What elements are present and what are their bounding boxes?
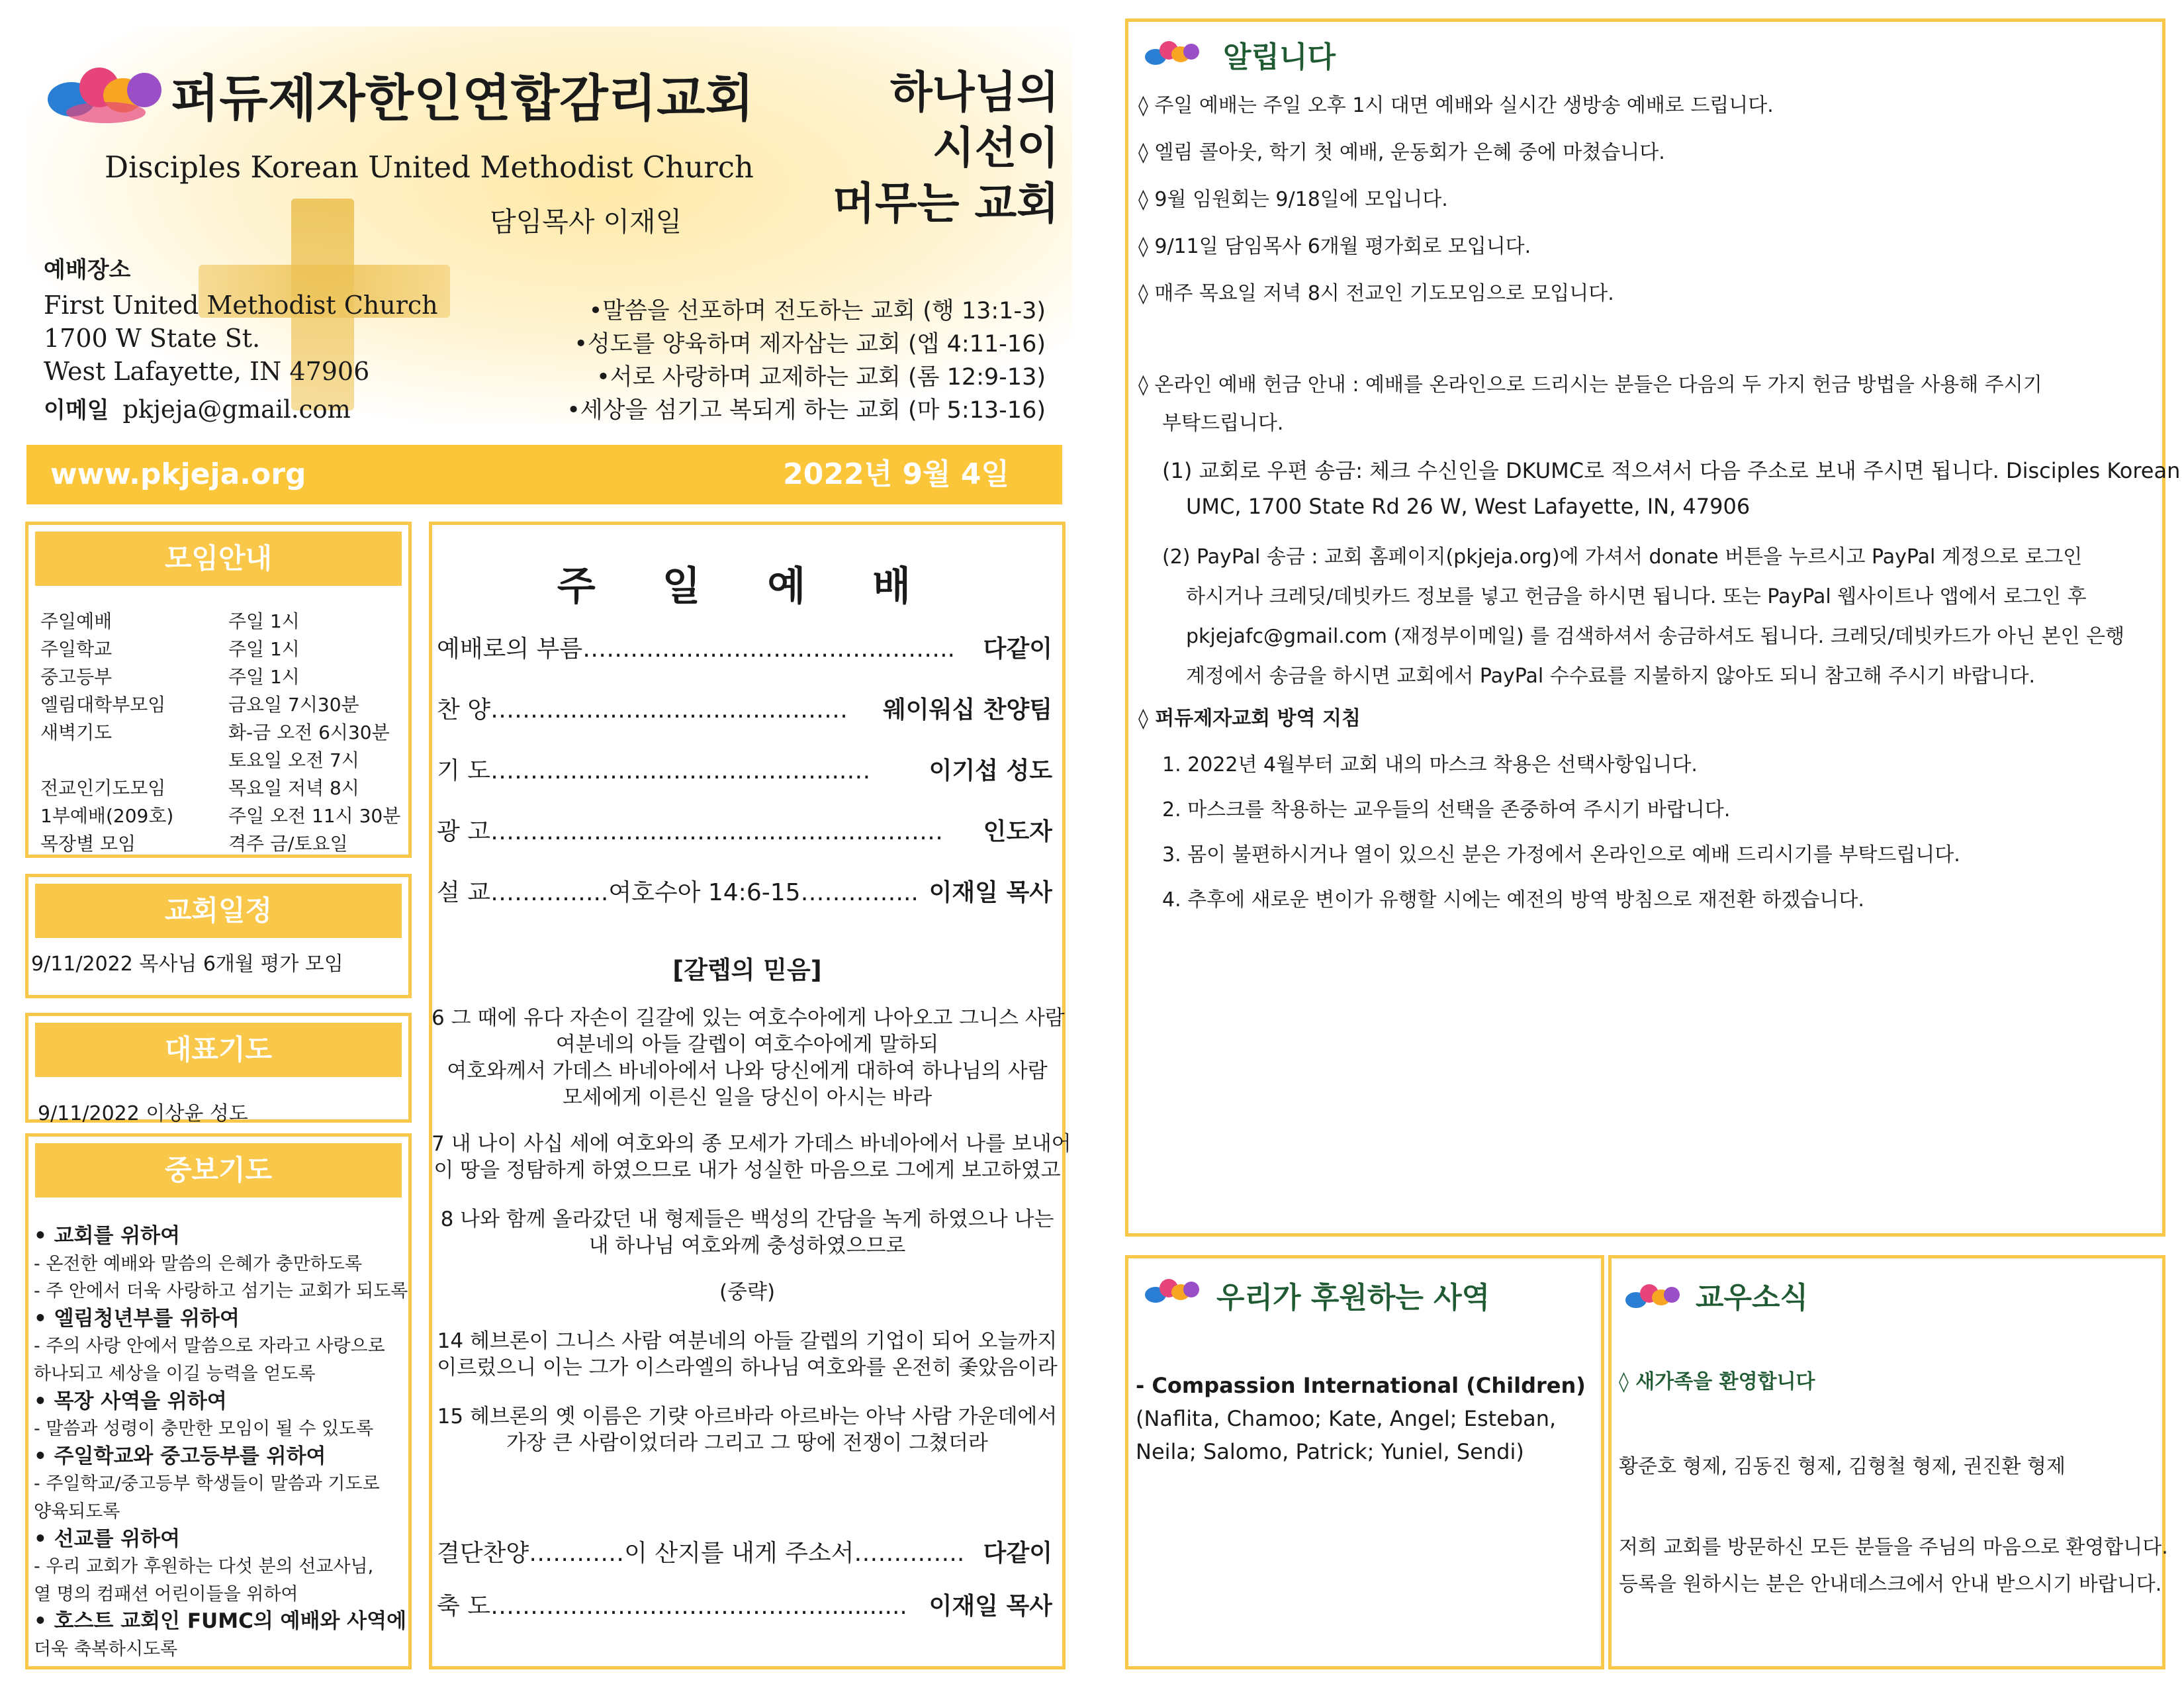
scripture-verse [432, 1206, 1063, 1259]
intercession-item: - 우리 교회가 후원하는 다섯 분의 선교사님, [34, 1556, 374, 1577]
intercession-item: • 선교를 위하여 [34, 1526, 181, 1551]
intercession-item: • 교회를 위하여 [34, 1224, 181, 1248]
scripture-line: 7 내 나이 사십 세에 여호와의 종 모세가 가데스 바네아에서 나를 보내어 [432, 1132, 1071, 1156]
meeting-row [40, 829, 408, 857]
worship-order-row [437, 691, 1052, 725]
scripture-verse [432, 1328, 1063, 1381]
worship-item-dots: ……………………………………… [490, 696, 848, 724]
worship-item-leader: 이재일 목사 [927, 874, 1052, 908]
worship-order-row [437, 1587, 1052, 1621]
announcements-title: 알립니다 [1223, 40, 1336, 74]
covid-guideline-item: 2. 마스크를 착용하는 교우들의 선택을 존중하여 주시기 바랍니다. [1162, 798, 1731, 821]
scripture-line: (중략) [719, 1280, 776, 1304]
worship-item-name: 설 교 [437, 879, 490, 906]
scripture-line: 모세에게 이른신 일을 당신이 아시는 바라 [562, 1086, 933, 1109]
worship-place-label: 예배장소 [44, 257, 131, 283]
announcement-item: ◊ 매주 목요일 저녁 8시 전교인 기도모임으로 모입니다. [1138, 282, 1614, 305]
new-members: 황준호 형제, 김동진 형제, 김형철 형제, 권진환 형제 [1619, 1455, 2066, 1478]
meeting-name: 1부예배(209호) [40, 805, 174, 827]
announcement-item: ◊ 9월 임원회는 9/18일에 모입니다. [1138, 188, 1448, 211]
scripture-line: 내 하나님 여호와께 충성하였으므로 [588, 1234, 906, 1258]
intercession-item: • 호스트 교회인 FUMC의 예배와 사역에 [34, 1609, 407, 1634]
scripture-line: 6 그 때에 유다 자손이 길갈에 있는 여호수아에게 나아오고 그니스 사람 [432, 1006, 1065, 1030]
worship-item-name: 기 도 [437, 757, 490, 784]
worship-item-leader: 이기섭 성도 [927, 752, 1052, 786]
intercession-item: - 말씀과 성령이 충만한 모임이 될 수 있도록 [34, 1419, 374, 1440]
intercession-item: • 주일학교와 중고등부를 위하여 [34, 1444, 326, 1468]
meeting-name: 새벽기도 [40, 722, 113, 743]
welcome-message: 저희 교회를 방문하신 모든 분들을 주님의 마음으로 환영합니다. 등록을 원하시는 분은 안내데스크에서 안내 받으시기 바랍니다. [1619, 1536, 2168, 1596]
meeting-row [40, 718, 408, 746]
meeting-row [40, 690, 408, 718]
scripture-line: 15 헤브론의 옛 이름은 기럇 아르바라 아르바는 아낙 사람 가운데에서 [437, 1405, 1058, 1429]
worship-item-leader: 다같이 [981, 1534, 1052, 1568]
church-name-korean: 퍼듀제자한인연합감리교회 [171, 69, 754, 128]
worship-item-dots: ……………………………………….. [582, 635, 955, 663]
scripture-line: 여호와께서 가데스 바네아에서 나와 당신에게 대하여 하나님의 사람 [447, 1059, 1048, 1083]
worship-item-name: 찬 양 [437, 696, 490, 724]
offering-line: 계정에서 송금을 하시면 교회에서 PayPal 수수료를 지불하지 않아도 되니 참고해 주시기 바랍니다. [1186, 665, 2036, 688]
scripture-line: 이 땅을 정탐하게 하였으므로 내가 성실한 마음으로 그에게 보고하였고 [433, 1158, 1061, 1182]
announcement-item: ◊ 9/11일 담임목사 6개월 평가회로 모입니다. [1138, 235, 1531, 258]
schedule-title: 교회일정 [35, 884, 402, 938]
address: First United Methodist Church 1700 W State St. West Lafayette, IN 47906 [44, 291, 438, 386]
worship-item-dots: …………이 산지를 내게 주소서………….. [529, 1540, 965, 1567]
meeting-time: 주일 1시 [228, 666, 300, 688]
intercession-item: 하나되고 세상을 이길 능력을 얻도록 [34, 1363, 316, 1384]
scripture-line: 이르렀으니 이는 그가 이스라엘의 하나님 여호와를 온전히 좇았음이라 [437, 1356, 1058, 1380]
offering-line: 하시거나 크레딧/데빗카드 정보를 넣고 헌금을 하시면 됩니다. 또는 PayPal 웹사이트나 앱에서 로그인 후 [1186, 585, 2087, 608]
covid-guideline-item: 3. 몸이 불편하시거나 열이 있으신 분은 가정에서 온라인으로 예배 드리시기를 부탁드립니다. [1162, 843, 1960, 867]
worship-item-leader: 이재일 목사 [927, 1587, 1052, 1621]
church-motto: 하나님의 시선이 머무는 교회 [833, 67, 1059, 229]
intercession-list [28, 1204, 408, 1664]
schedule-box [25, 874, 412, 998]
worship-order-row [437, 1534, 1052, 1568]
worship-item-dots: …………...여호수아 14:6-15…………... [490, 879, 919, 906]
offering-line: UMC, 1700 State Rd 26 W, West Lafayette, IN, 47906 [1186, 494, 1751, 519]
scripture-line: 14 헤브론이 그니스 사람 여분네의 아들 갈렙의 기업이 되어 오늘까지 [437, 1329, 1058, 1353]
intercession-item: 양육되도록 [34, 1501, 120, 1522]
meeting-time: 주일 1시 [228, 638, 300, 660]
intercession-item: 더욱 축복하시도록 [34, 1638, 178, 1660]
email-row: 이메일 pkjeja@gmail.com [44, 395, 351, 424]
sermon-title: [갈렙의 믿음] [672, 956, 822, 984]
worship-item-dots: ………………………………………………… [490, 818, 943, 845]
scripture-line: 가장 큰 사람이었더라 그리고 그 땅에 전쟁이 그쳤더라 [506, 1431, 988, 1455]
meeting-name: 엘림대학부모임 [40, 694, 166, 716]
intercession-item: 열 명의 컴패션 어린이들을 위하여 [34, 1583, 298, 1605]
announcement-item: ◊ 주일 예배는 주일 오후 1시 대면 예배와 실시간 생방송 예배로 드립니다. [1138, 94, 1774, 117]
email-link[interactable]: pkjeja@gmail.com [122, 395, 351, 424]
support-title: 우리가 후원하는 사역 [1216, 1281, 1490, 1315]
intercession-title: 중보기도 [35, 1143, 402, 1197]
meeting-time: 주일 오전 11시 30분 [228, 805, 401, 827]
worship-item-leader: 웨이워십 찬양팀 [880, 691, 1052, 725]
schedule-text: 9/11/2022 목사님 6개월 평가 모임 [31, 953, 343, 976]
worship-item-name: 예배로의 부름 [437, 635, 583, 663]
covid-guideline-item: 4. 추후에 새로운 변이가 유행할 시에는 예전의 방역 방침으로 재전환 하겠습니다. [1162, 888, 1864, 912]
meeting-time: 격주 금/토요일 [228, 833, 348, 855]
rep-prayer-title: 대표기도 [35, 1023, 402, 1077]
scripture-verse [432, 1403, 1063, 1456]
meeting-time: 화-금 오전 6시30분 [228, 722, 390, 743]
meeting-time: 목요일 저녁 8시 [228, 777, 359, 799]
meeting-time: 주일 1시 [228, 610, 300, 632]
offering-line: (1) 교회로 우편 송금: 체크 수신인을 DKUMC로 적으셔서 다음 주소로 보내 주시면 됩니다. Disciples Korean [1162, 458, 2181, 483]
intercession-item: • 목장 사역을 위하여 [34, 1389, 227, 1413]
church-logo-icon [45, 54, 177, 127]
meeting-name: 전교인기도모임 [40, 777, 166, 799]
worship-order-row [437, 813, 1052, 847]
meeting-time: 토요일 오전 7시 [228, 749, 359, 771]
worship-item-leader: 다같이 [981, 630, 1052, 664]
offering-line: pkjejafc@gmail.com (재정부이메일) 를 검색하셔서 송금하셔도 됩니다. 크레딧/데빗카드가 아닌 본인 은행 [1186, 625, 2125, 648]
meetings-title: 모임안내 [35, 532, 402, 586]
scripture-verse [432, 1279, 1063, 1305]
worship-order-row [437, 630, 1052, 664]
covid-guideline-item: 1. 2022년 4월부터 교회 내의 마스크 착용은 선택사항입니다. [1162, 753, 1698, 776]
welcome-title: ◊ 새가족을 환영합니다 [1619, 1370, 1815, 1393]
members-title: 교우소식 [1696, 1281, 1809, 1315]
worship-order-row [437, 874, 1052, 908]
church-name-english: Disciples Korean United Methodist Church [105, 150, 754, 185]
meeting-row [40, 774, 408, 802]
members-logo-icon [1624, 1276, 1684, 1316]
worship-item-name: 광 고 [437, 818, 490, 845]
church-mission: •말씀을 선포하며 전도하는 교회 (행 13:1-3) •성도를 양육하며 제자삼는 교회 (엡 4:11-16) •서로 사랑하며 교제하는 교회 (롬 12:9-13) •세상을 섬기고 복되게 하는 교회 (마 5:13-16) [567, 298, 1046, 424]
intercession-item: - 주 안에서 더욱 사랑하고 섬기는 교회가 되도록 [34, 1281, 408, 1302]
intercession-item: - 온전한 예배와 말씀의 은혜가 충만하도록 [34, 1253, 363, 1274]
worship-order-row [437, 752, 1052, 786]
meeting-name: 중고등부 [40, 666, 113, 688]
meeting-row [40, 607, 408, 635]
worship-title: 주 일 예 배 [557, 563, 938, 610]
pastor-name: 담임목사 이재일 [490, 206, 682, 238]
announcement-item: ◊ 엘림 콜아웃, 학기 첫 예배, 운동회가 은혜 중에 마쳤습니다. [1138, 141, 1665, 164]
offering-line: (2) PayPal 송금 : 교회 홈페이지(pkjeja.org)에 가셔서 donate 버튼을 누르시고 PayPal 계정으로 로그인 [1162, 545, 2083, 569]
rep-prayer-text: 9/11/2022 이상윤 성도 [38, 1102, 248, 1125]
scripture-line: 8 나와 함께 올라갔던 내 형제들은 백성의 간담을 녹게 하였으나 나는 [440, 1207, 1054, 1231]
offering-intro-cont: 부탁드립니다. [1162, 412, 1284, 435]
announcements-logo-icon [1144, 33, 1203, 73]
rep-prayer-box [25, 1013, 412, 1123]
meeting-name: 목장별 모임 [40, 833, 136, 855]
meeting-row [40, 802, 408, 829]
meeting-time: 금요일 7시30분 [228, 694, 359, 716]
meeting-row [40, 663, 408, 690]
support-logo-icon [1144, 1271, 1203, 1311]
intercession-item: • 엘림청년부를 위하여 [34, 1306, 240, 1331]
scripture-line: 여분네의 아들 갈렙이 여호수아에게 말하되 [555, 1033, 939, 1056]
meetings-table [28, 592, 408, 857]
offering-intro: ◊ 온라인 예배 헌금 안내 : 예배를 온라인으로 드리시는 분들은 다음의 두 가지 헌금 방법을 사용해 주시기 [1138, 373, 2042, 397]
meeting-row [40, 635, 408, 663]
scripture-verse [432, 1131, 1071, 1184]
meeting-name: 주일학교 [40, 638, 113, 660]
worship-item-name: 결단찬양 [437, 1540, 529, 1567]
covid-guidelines-title: ◊ 퍼듀제자교회 방역 지침 [1138, 707, 1361, 730]
meetings-box [25, 522, 412, 858]
worship-item-dots: ……………………………………...… [490, 757, 871, 784]
meeting-name: 주일예배 [40, 610, 113, 632]
intercession-item: - 주의 사랑 안에서 말씀으로 자라고 사랑으로 [34, 1336, 385, 1357]
website-link[interactable]: www.pkjeja.org [50, 457, 306, 491]
meeting-row [40, 746, 408, 774]
intercession-box [25, 1133, 412, 1669]
website-bar [26, 445, 1062, 504]
scripture-verse [432, 1005, 1063, 1111]
worship-item-name: 축 도 [437, 1593, 490, 1620]
worship-item-dots: ……………………………………........... [490, 1593, 907, 1620]
bulletin-date: 2022년 9월 4일 [783, 457, 1009, 491]
support-list: - Compassion International (Children) (Naflita, Chamoo; Kate, Angel; Esteban, Neila; Salomo, Patrick; Yuniel, Sendi) [1136, 1373, 1586, 1464]
worship-item-leader: 인도자 [981, 813, 1052, 847]
intercession-item: - 주일학교/중고등부 학생들이 말씀과 기도로 [34, 1474, 380, 1495]
